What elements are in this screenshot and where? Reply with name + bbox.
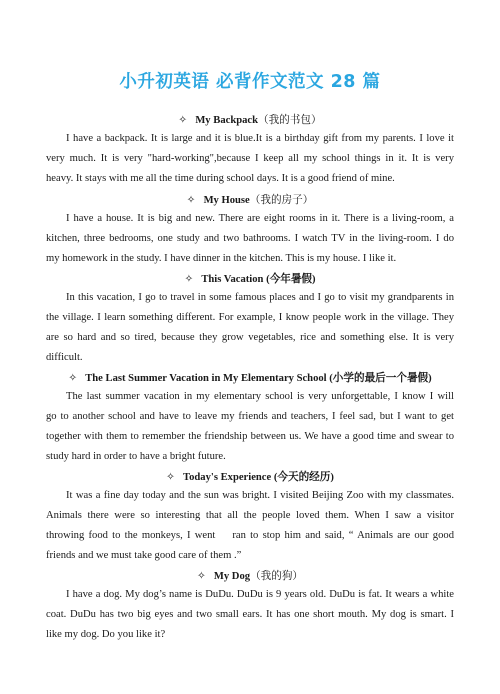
- paragraph-line: I have a house. It is big and new. There are eight rooms in it. There is a living-room, a: [66, 213, 454, 224]
- paragraph-line: throwing food to the monkeys, I went ran to stop him and said, “ Animals are our good: [46, 530, 454, 541]
- section-heading-my-house: [0, 192, 500, 207]
- star-icon: ✧: [166, 472, 175, 483]
- paragraph-line: heavy. It stays with me all the time during school days. It is a good friend of mine.: [46, 173, 395, 184]
- paragraph-line: study hard in order to have a bright future.: [46, 451, 226, 462]
- star-icon: ✧: [186, 195, 196, 206]
- star-icon: ✧: [68, 373, 78, 384]
- paragraph-line: together with them to remember the friendship between us. We have a good time and swear to: [46, 431, 454, 442]
- paragraph-line: I have a backpack. It is large and it is blue.It is a birthday gift from my parents. I love it: [66, 133, 454, 144]
- heading-en: My Backpack: [195, 115, 258, 126]
- section-heading-todays-experience: [0, 469, 500, 484]
- paragraph-line: go to another school and have to leave my friends and teachers, I feel sad, but I want to get: [46, 411, 454, 422]
- section-heading-last-summer-vacation: [0, 370, 500, 385]
- paragraph-line: the village. I learn something different. For example, I know people work in the village. They: [46, 312, 454, 323]
- paragraph-line: are so hard and so tired, because they grow vegetables, rice and something else. It is very: [46, 332, 454, 343]
- star-icon: ✧: [196, 571, 206, 582]
- section-heading-my-backpack: [0, 112, 500, 127]
- paragraph-line: It was a fine day today and the sun was bright. I visited Beijing Zoo with my classmates.: [66, 490, 454, 501]
- heading-en: My Dog: [213, 571, 251, 582]
- paragraph-line: coat. DuDu has two big eyes and two small ears. It has one short mouth. My dog is smart. I: [46, 609, 454, 620]
- paragraph-line: my homework in the study. I have dinner in the kitchen. This is my house. I like it.: [46, 253, 397, 264]
- heading-en: The Last Summer Vacation in My Elementary School: [85, 373, 327, 384]
- paragraph-line: In this vacation, I go to travel in some famous places and I go to visit my grandparents in: [66, 292, 454, 303]
- page-title: 小升初英语 必背作文范文 28 篇: [119, 72, 381, 92]
- heading-cn: （我的房子）: [249, 195, 314, 206]
- star-icon: ✧: [184, 274, 194, 285]
- star-icon: ✧: [178, 115, 188, 126]
- paragraph-line: like my dog. Do you like it?: [46, 629, 166, 640]
- heading-cn: (今天的经历): [273, 472, 334, 483]
- heading-cn: (小学的最后一个暑假): [329, 373, 432, 384]
- section-heading-my-dog: [0, 568, 500, 583]
- paragraph-line: The last summer vacation in my elementary school is very unforgettable, I know I will: [66, 391, 454, 402]
- paragraph-line: Animals there were so interesting that all the people loved them. When I saw a visitor: [46, 510, 454, 521]
- heading-en: My House: [203, 195, 250, 206]
- heading-cn: （我的狗）: [250, 571, 304, 582]
- paragraph-line: friends and we must take good care of them .”: [46, 550, 242, 561]
- heading-cn: （我的书包）: [258, 115, 322, 126]
- paragraph-line: kitchen, three bedrooms, one study and two bathrooms. I watch TV in the living-room. I do: [46, 233, 454, 244]
- paragraph-line: I have a dog. My dog’s name is DuDu. DuDu is 9 years old. DuDu is fat. It wears a white: [66, 589, 454, 600]
- section-heading-this-vacation: [0, 271, 500, 286]
- heading-en: Today's Experience: [183, 472, 272, 483]
- paragraph-line: very much. It is very "hard-working",because I keep all my school things in it. It is very: [46, 153, 454, 164]
- heading-cn: (今年暑假): [266, 274, 316, 285]
- heading-en: This Vacation: [201, 274, 264, 285]
- paragraph-line: difficult.: [46, 352, 83, 363]
